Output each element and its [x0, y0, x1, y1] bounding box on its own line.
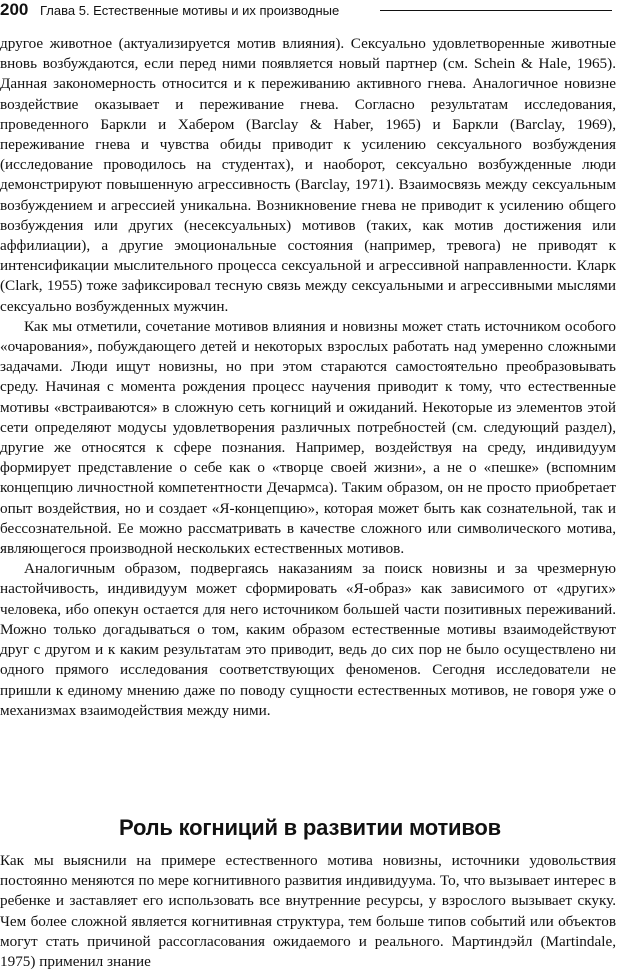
header-rule: [380, 10, 612, 11]
section-heading: Роль когниций в развитии мотивов: [119, 815, 501, 840]
section-body-text: [0, 851, 616, 972]
page-number: 200: [0, 0, 29, 19]
paragraph-3: Аналогичным образом, подвергаясь наказаниям за поиск новизны и за чрезмерную настойчивость, индивидуум может сформировать «Я-образ» как зависимого от «других» человека, ибо опекун остается для него источником большей части позитивных переживаний. Можно только догадываться о том, каким образом естественные мотивы взаимодействуют друг с другом и к каким результатам это приводит, ведь до сих пор не было осуществлено ни одного прямого исследования соответствующих феноменов. Сегодня исследователи не пришли к единому мнению даже по поводу сущности естественных мотивов, не говоря уже о механизмах взаимодействия между ними.: [0, 560, 616, 719]
page-header: [0, 0, 620, 22]
running-head: Глава 5. Естественные мотивы и их производные: [40, 3, 340, 18]
paragraph-1: другое животное (актуализируется мотив влияния). Сексуально удовлетворенные животные вновь возбуждаются, если перед ними появляется новый партнер (см. Schein & Hale, 1965). Данная закономерность относится и к переживанию активного гнева. Аналогичное новизне воздействие оказывает и переживание гнева. Согласно результатам исследования, проведенного Баркли и Хабером (Barclay & Haber, 1965) и Баркли (Barclay, 1969), переживание гнева и чувства обиды приводит к усилению сексуального возбуждения (исследование проводилось на студентах), и наоборот, сексуально возбужденные люди демонстрируют повышенную агрессивность (Barclay, 1971). Взаимосвязь между сексуальным возбуждением и агрессией уникальна. Возникновение гнева не приводит к усилению общего возбуждения или других (несексуальных) мотивов (таких, как мотив достижения или аффилиации), а другие эмоциональные состояния (например, тревога) не приводят к интенсификации мыслительного процесса сексуальной и агрессивной направленности. Кларк (Clark, 1955) тоже зафиксировал тесную связь между сексуальными и агрессивными мыслями сексуально возбужденных мужчин.: [0, 35, 616, 315]
body-text: [0, 34, 616, 721]
section-paragraph: Как мы выяснили на примере естественного мотива новизны, источники удовольствия постоянно меняются по мере когнитивного развития индивидуума. То, что вызывает интерес в ребенке и заставляет его использовать все внутренние ресурсы, у взрослого вызывает скуку. Чем более сложной является когнитивная структура, тем больше типов событий или объектов могут стать причиной рассогласования ожидаемого и реального. Мартиндэйл (Martindale, 1975) применил знание: [0, 852, 616, 971]
paragraph-2: Как мы отметили, сочетание мотивов влияния и новизны может стать источником особого «очарования», побуждающего детей и некоторых взрослых работать над умеренно сложными задачами. Люди ищут новизны, но при этом стараются самостоятельно преобразовывать среду. Начиная с момента рождения процесс научения приводит к тому, что естественные мотивы «встраиваются» в сложную сеть когниций и ожиданий. Некоторые из элементов этой сети определяют модусы удовлетворения различных потребностей (см. следующий раздел), другие же относятся к сфере познания. Например, воздействуя на среду, индивидуум формирует представление о себе как о «творце своей жизни», а не о «пешке» (вспомним концепцию личностной компетентности Дечармса). Таким образом, он не просто приобретает опыт воздействия, но и создает «Я-концепцию», которая может быть как сознательной, так и бессознательной. Ее можно рассматривать в качестве сложного или символического мотива, являющегося производной нескольких естественных мотивов.: [0, 317, 616, 558]
